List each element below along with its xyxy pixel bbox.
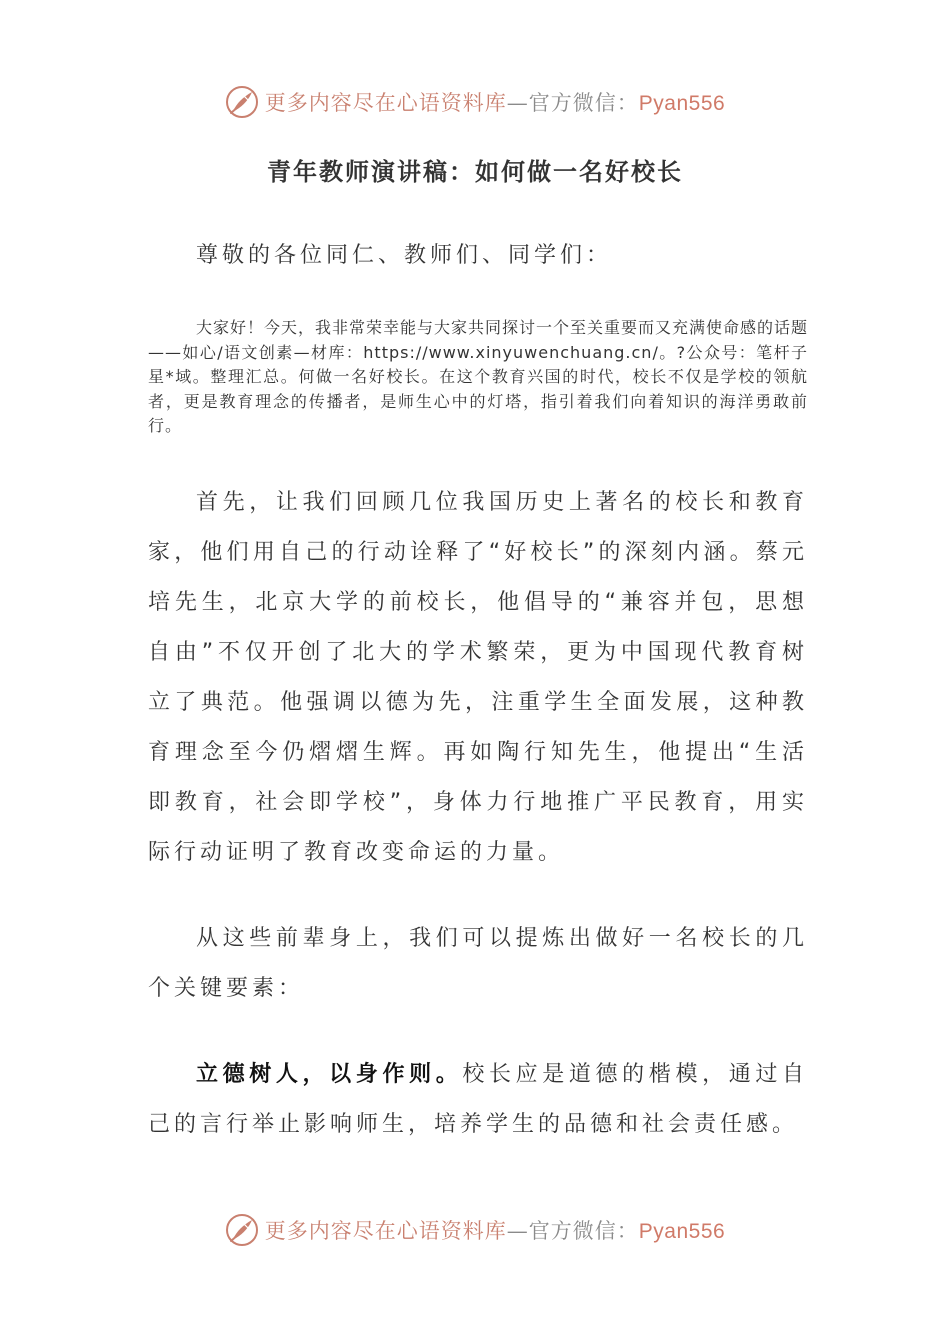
salutation: 尊敬的各位同仁、教师们、同学们：: [196, 243, 613, 268]
banner-wechat-id: Pyan556: [638, 1220, 726, 1243]
banner-wechat-id: Pyan556: [638, 92, 726, 115]
footer-banner: [0, 1208, 950, 1252]
intro-paragraph: 大家好！今天，我非常荣幸能与大家共同探讨一个至关重要而又充满使命感的话题——如心/语文创素—材库：https://www.xinyuwenchuang.cn/。?公众号：笔杆子星*域。整理汇总。何做一名好校长。在这个教育兴国的时代，校长不仅是学校的领航者，更是教育理念的传播者，是师生心中的灯塔，指引着我们向着知识的海洋勇敢前行。: [148, 318, 809, 435]
banner-dash: —: [506, 91, 529, 115]
body-paragraph-3: [148, 1050, 808, 1150]
banner-text: [265, 87, 725, 117]
banner-dash: —: [506, 1219, 529, 1243]
key-point-heading: 立德树人，以身作则。: [196, 1062, 463, 1087]
body-paragraph-2: 从这些前辈身上，我们可以提炼出做好一名校长的几个关键要素：: [148, 926, 808, 1001]
document-title: 青年教师演讲稿：如何做一名好校长: [267, 158, 683, 186]
banner-site-text: 更多内容尽在心语资料库: [264, 1219, 507, 1243]
banner-wechat-label: 官方微信：: [528, 91, 639, 115]
banner-wechat-label: 官方微信：: [528, 1219, 639, 1243]
header-banner: [0, 80, 950, 124]
banner-text: [265, 1215, 725, 1245]
quill-logo-icon: [225, 1213, 259, 1247]
quill-logo-icon: [225, 85, 259, 119]
body-paragraph-1: 首先，让我们回顾几位我国历史上著名的校长和教育家，他们用自己的行动诠释了“好校长”的深刻内涵。蔡元培先生，北京大学的前校长，他倡导的“兼容并包，思想自由”不仅开创了北大的学术繁荣，更为中国现代教育树立了典范。他强调以德为先，注重学生全面发展，这种教育理念至今仍熠熠生辉。再如陶行知先生，他提出“生活即教育，社会即学校”，身体力行地推广平民教育，用实际行动证明了教育改变命运的力量。: [148, 490, 808, 865]
key-point-text: 校长应是道德的楷模，通过自己的言行举止影响师生，培养学生的品德和社会责任感。: [148, 1062, 808, 1137]
banner-site-text: 更多内容尽在心语资料库: [264, 91, 507, 115]
